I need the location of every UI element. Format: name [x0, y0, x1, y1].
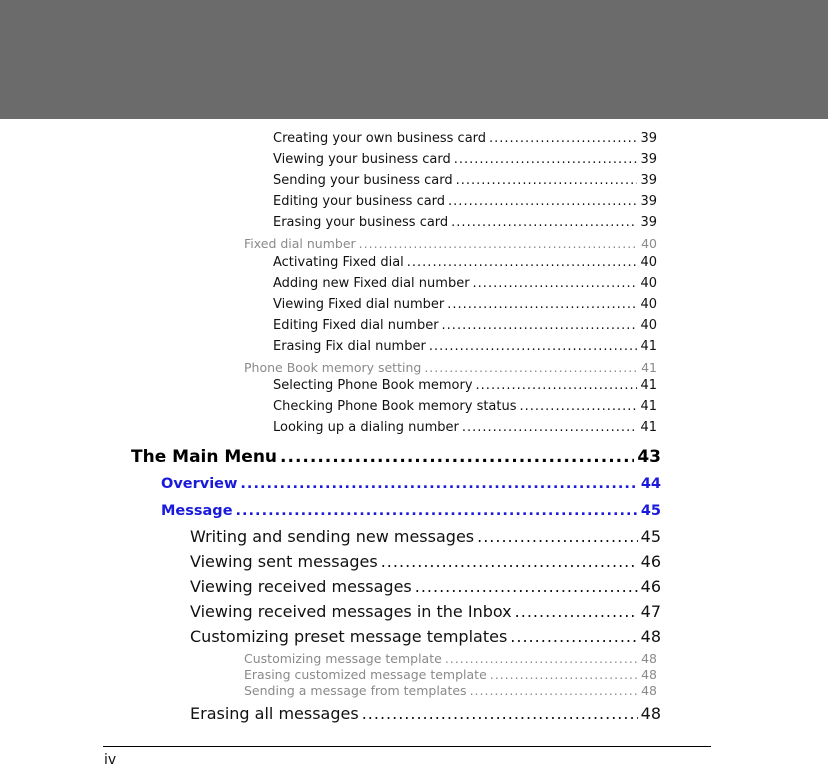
toc-entry[interactable] [273, 399, 657, 414]
toc-entry[interactable] [273, 420, 657, 435]
dot-leader [510, 627, 637, 646]
toc-entry-label: Erasing all messages [190, 704, 359, 723]
toc-entry[interactable] [244, 651, 657, 666]
toc-entry[interactable] [273, 173, 657, 188]
dot-leader [477, 527, 638, 546]
toc-entry-label: Overview [161, 476, 238, 492]
toc-entry-page: 48 [641, 667, 657, 682]
toc-entry[interactable] [190, 527, 661, 546]
toc-entry-label: Writing and sending new messages [190, 527, 475, 546]
dot-leader [447, 297, 637, 312]
toc-entry-label: Editing Fixed dial number [273, 318, 439, 333]
toc-chapter-entry[interactable] [131, 447, 661, 467]
dot-leader [448, 194, 637, 209]
toc-entry-label: Viewing Fixed dial number [273, 297, 445, 312]
toc-entry-page: 46 [640, 552, 661, 571]
toc-entry-page: 39 [640, 131, 657, 146]
dot-leader [407, 255, 638, 270]
toc-entry-label: Erasing customized message template [244, 667, 487, 682]
dot-leader [451, 215, 637, 230]
dot-leader [520, 399, 638, 414]
toc-entry-page: 41 [640, 399, 657, 414]
toc-entry-page: 39 [640, 173, 657, 188]
dot-leader [490, 667, 638, 682]
toc-section-entry[interactable] [161, 476, 661, 492]
toc-entry-label: Sending your business card [273, 173, 453, 188]
toc-entry[interactable] [244, 667, 657, 682]
dot-leader [362, 704, 638, 723]
dot-leader [445, 651, 638, 666]
toc-entry[interactable] [273, 378, 657, 393]
toc-entry-label: Viewing sent messages [190, 552, 378, 571]
toc-entry-label: The Main Menu [131, 447, 278, 467]
toc-entry-label: Viewing received messages [190, 577, 412, 596]
toc-entry-label: Viewing received messages in the Inbox [190, 602, 512, 621]
dot-leader [381, 552, 638, 571]
dot-leader [515, 602, 638, 621]
toc-entry[interactable] [273, 255, 657, 270]
toc-entry-page: 40 [640, 297, 657, 312]
toc-entry[interactable] [244, 236, 657, 251]
toc-section-entry[interactable] [161, 503, 661, 519]
toc-entry-page: 40 [640, 255, 657, 270]
toc-entry[interactable] [244, 360, 657, 375]
dot-leader [454, 152, 638, 167]
dot-leader [236, 503, 638, 519]
dot-leader [456, 173, 638, 188]
toc-entry[interactable] [190, 602, 661, 621]
toc-entry[interactable] [190, 577, 661, 596]
dot-leader [442, 318, 638, 333]
toc-entry-page: 48 [641, 651, 657, 666]
toc-entry-label: Sending a message from templates [244, 683, 467, 698]
toc-entry[interactable] [273, 339, 657, 354]
dot-leader [429, 339, 638, 354]
dot-leader [473, 276, 638, 291]
toc-entry[interactable] [273, 194, 657, 209]
dot-leader [359, 236, 638, 251]
toc-entry-page: 41 [640, 378, 657, 393]
toc-entry-label: Customizing message template [244, 651, 442, 666]
toc-entry-page: 48 [640, 704, 661, 723]
toc-entry-page: 48 [641, 683, 657, 698]
toc-entry-label: Looking up a dialing number [273, 420, 459, 435]
toc-entry-page: 40 [640, 276, 657, 291]
dot-leader [476, 378, 638, 393]
toc-entry-label: Erasing Fix dial number [273, 339, 426, 354]
toc-entry[interactable] [273, 297, 657, 312]
toc-entry-page: 45 [640, 527, 661, 546]
dot-leader [424, 360, 638, 375]
toc-entry-page: 39 [640, 215, 657, 230]
dot-leader [415, 577, 638, 596]
toc-entry-label: Erasing your business card [273, 215, 449, 230]
toc-entry-page: 39 [640, 152, 657, 167]
dot-leader [280, 447, 634, 467]
toc-entry[interactable] [273, 318, 657, 333]
dot-leader [462, 420, 638, 435]
toc-entry-label: Phone Book memory setting [244, 360, 422, 375]
toc-entry-page: 48 [640, 627, 661, 646]
toc-entry-label: Editing your business card [273, 194, 446, 209]
toc-entry-page: 43 [637, 447, 661, 467]
toc-entry-page: 40 [640, 318, 657, 333]
dot-leader [489, 131, 637, 146]
toc-entry-label: Activating Fixed dial [273, 255, 404, 270]
toc-entry[interactable] [190, 627, 661, 646]
toc-entry-page: 41 [641, 360, 657, 375]
toc-entry-label: Customizing preset message templates [190, 627, 508, 646]
toc-entry[interactable] [273, 131, 657, 146]
toc-entry-label: Selecting Phone Book memory [273, 378, 473, 393]
toc-entry-label: Checking Phone Book memory status [273, 399, 517, 414]
toc-entry-page: 45 [640, 503, 661, 519]
toc-entry[interactable] [273, 215, 657, 230]
toc-entry-label: Viewing your business card [273, 152, 451, 167]
dot-leader [470, 683, 639, 698]
toc-entry-page: 41 [640, 339, 657, 354]
toc-entry-page: 40 [641, 236, 657, 251]
toc-entry-page: 47 [640, 602, 661, 621]
toc-entry[interactable] [273, 152, 657, 167]
toc-entry-page: 41 [640, 420, 657, 435]
toc-entry[interactable] [190, 704, 661, 723]
toc-entry-page: 46 [640, 577, 661, 596]
dot-leader [240, 476, 637, 492]
toc-entry[interactable] [190, 552, 661, 571]
footer-rule [103, 746, 711, 747]
toc-entry-page: 39 [640, 194, 657, 209]
toc-entry-page: 44 [640, 476, 661, 492]
toc-entry-label: Adding new Fixed dial number [273, 276, 470, 291]
toc-entry-label: Message [161, 503, 233, 519]
toc-entry[interactable] [273, 276, 657, 291]
page-number: iv [104, 752, 117, 768]
toc-entry-label: Fixed dial number [244, 236, 356, 251]
toc-entry[interactable] [244, 683, 657, 698]
toc-entry-label: Creating your own business card [273, 131, 487, 146]
